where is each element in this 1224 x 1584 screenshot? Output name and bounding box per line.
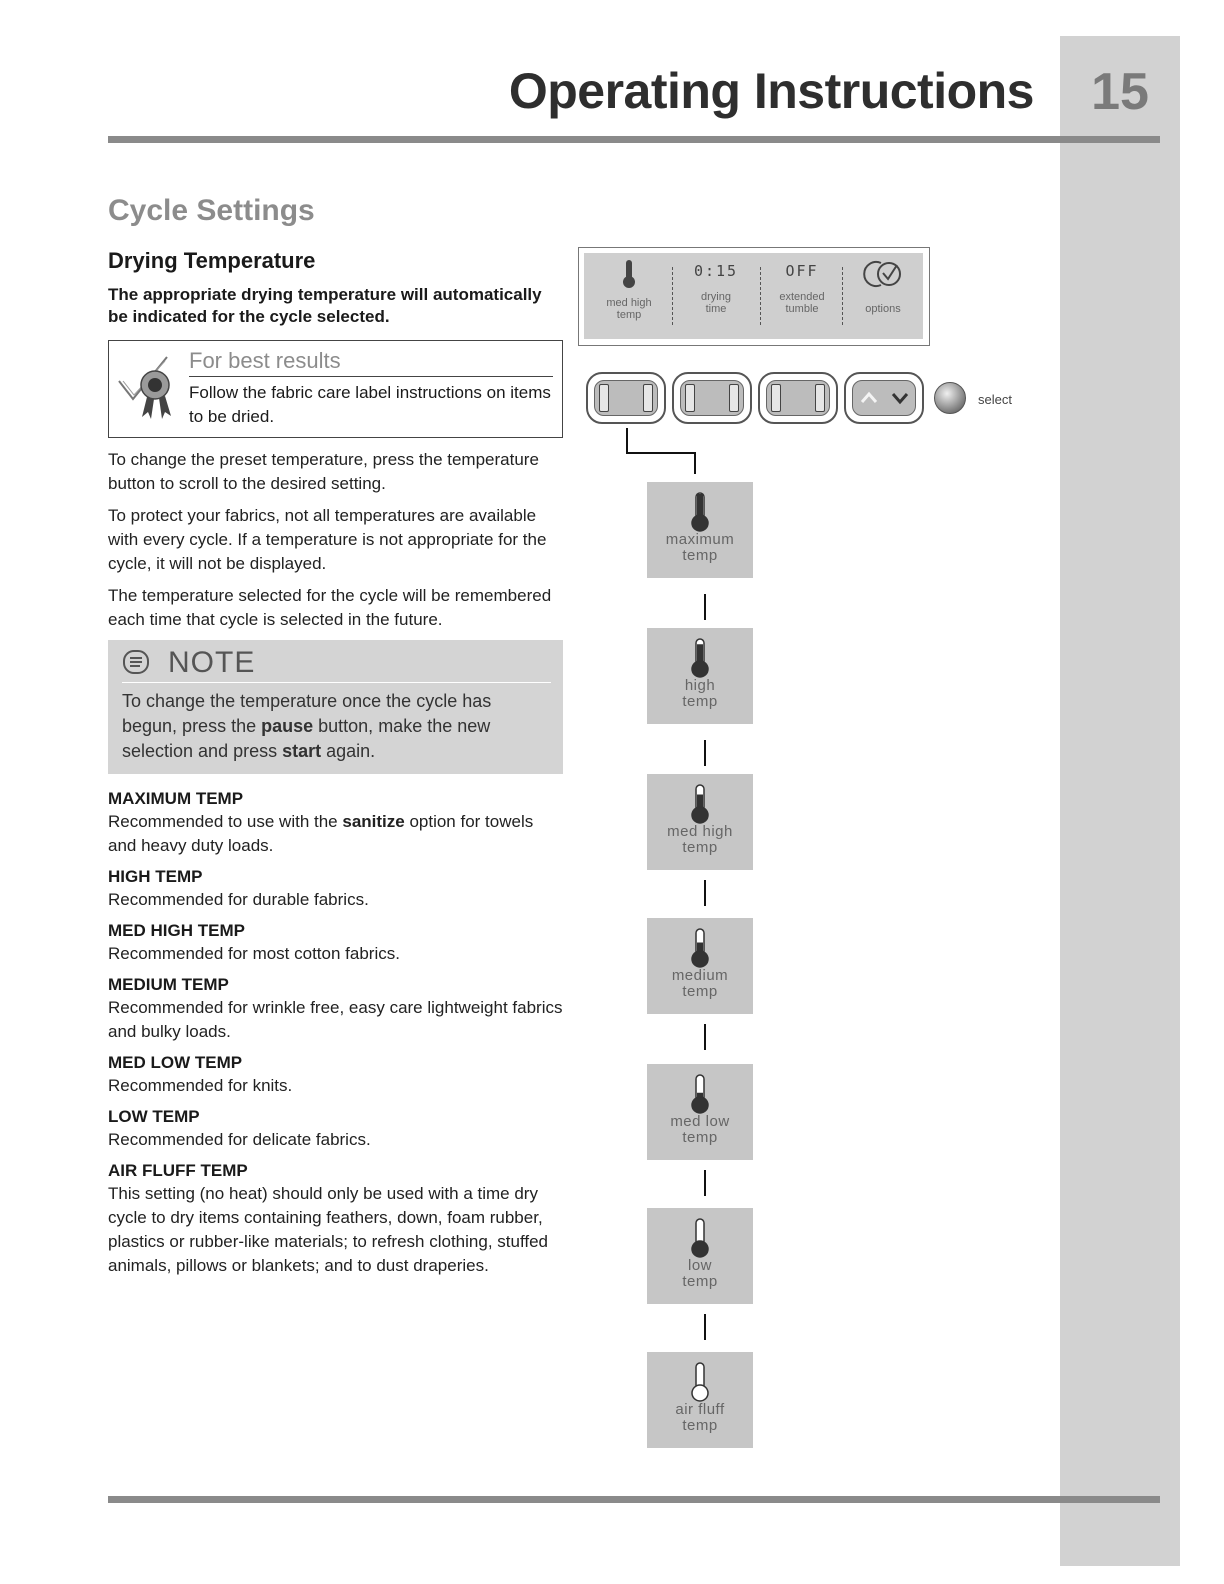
note-box bbox=[108, 640, 563, 774]
control-display bbox=[578, 247, 930, 346]
left-column bbox=[108, 248, 563, 1286]
drying-time-value: 0:15 bbox=[693, 262, 739, 280]
thermometer-icon bbox=[621, 259, 637, 289]
section-title: Cycle Settings bbox=[108, 194, 315, 227]
page-number: 15 bbox=[1091, 63, 1149, 121]
temp-desc: This setting (no heat) should only be used with a time dry cycle to dry items containing feathers, down, foam rubber, plastics or rubber-like materials; to refresh clothing, stuffed animals, pillows or blankets; and to dust draperies. bbox=[108, 1184, 548, 1275]
temp-description-item bbox=[108, 1052, 563, 1098]
temp-description-item bbox=[108, 1106, 563, 1152]
best-results-box bbox=[108, 340, 563, 438]
temp-name: HIGH TEMP bbox=[108, 867, 203, 886]
temp-desc: Recommended for most cotton fabrics. bbox=[108, 944, 400, 963]
temp-tile: maximum temp bbox=[647, 482, 753, 578]
subheading: Drying Temperature bbox=[108, 248, 316, 273]
temp-name: MAXIMUM TEMP bbox=[108, 789, 244, 808]
thermometer-icon bbox=[689, 784, 711, 824]
temp-name: MED HIGH TEMP bbox=[108, 921, 245, 940]
temp-description-item bbox=[108, 974, 563, 1044]
thermometer-icon bbox=[689, 638, 711, 678]
temp-tile: med high temp bbox=[647, 774, 753, 870]
temp-name: LOW TEMP bbox=[108, 1107, 200, 1126]
top-rule bbox=[108, 136, 1160, 143]
select-button[interactable] bbox=[934, 382, 966, 414]
chevron-up-icon bbox=[860, 390, 878, 406]
best-results-title: For best results bbox=[189, 348, 553, 377]
thermometer-icon bbox=[689, 928, 711, 968]
start-keyword: start bbox=[282, 741, 322, 761]
display-tumble-cell: OFF extended tumble bbox=[764, 259, 840, 333]
thermometer-icon bbox=[689, 1218, 711, 1258]
temp-desc: Recommended for delicate fabrics. bbox=[108, 1130, 371, 1149]
note-text: To change the temperature once the cycle has begun, press the pause button, make the new selection and press start again. bbox=[122, 691, 492, 761]
temp-name: MEDIUM TEMP bbox=[108, 975, 229, 994]
award-ribbon-icon bbox=[115, 351, 183, 427]
note-title: NOTE bbox=[168, 646, 256, 679]
intro-text: The appropriate drying temperature will automatically be indicated for the cycle selected. bbox=[108, 285, 542, 326]
temperature-button[interactable] bbox=[586, 372, 666, 424]
temp-description-item bbox=[108, 788, 563, 858]
paragraph: The temperature selected for the cycle will be remembered each time that cycle is selected in the future. bbox=[108, 586, 552, 629]
best-results-text: Follow the fabric care label instructions on items to be dried. bbox=[189, 383, 551, 426]
page-title: Operating Instructions bbox=[508, 63, 1034, 119]
temp-name: AIR FLUFF TEMP bbox=[108, 1161, 248, 1180]
temp-tile: medium temp bbox=[647, 918, 753, 1014]
temp-tile: high temp bbox=[647, 628, 753, 724]
extended-tumble-button[interactable] bbox=[758, 372, 838, 424]
connector-line bbox=[626, 452, 696, 454]
drying-time-button[interactable] bbox=[672, 372, 752, 424]
connector-line bbox=[694, 452, 696, 474]
connector-line bbox=[626, 428, 628, 452]
options-check-icon bbox=[859, 259, 907, 289]
temp-desc: Recommended for durable fabrics. bbox=[108, 890, 369, 909]
sanitize-keyword: sanitize bbox=[342, 812, 405, 831]
note-icon bbox=[122, 649, 150, 677]
extended-tumble-value: OFF bbox=[785, 262, 819, 280]
note-header bbox=[122, 646, 551, 683]
thermometer-icon bbox=[689, 1362, 711, 1402]
temp-description-item bbox=[108, 866, 563, 912]
temp-tile: air fluff temp bbox=[647, 1352, 753, 1448]
temp-desc: Recommended for wrinkle free, easy care lightweight fabrics and bulky loads. bbox=[108, 998, 563, 1041]
display-temp-cell: med high temp bbox=[588, 259, 670, 333]
display-time-cell: 0:15 drying time bbox=[676, 259, 756, 333]
display-screen bbox=[584, 253, 923, 339]
options-scroll-button[interactable] bbox=[844, 372, 924, 424]
temp-tile: low temp bbox=[647, 1208, 753, 1304]
select-label: select bbox=[978, 392, 1012, 407]
thermometer-icon bbox=[689, 1074, 711, 1114]
chevron-down-icon bbox=[891, 390, 909, 406]
paragraph: To change the preset temperature, press the temperature button to scroll to the desired setting. bbox=[108, 450, 539, 493]
temp-tile: med low temp bbox=[647, 1064, 753, 1160]
pause-keyword: pause bbox=[261, 716, 314, 736]
temp-name: MED LOW TEMP bbox=[108, 1053, 243, 1072]
temp-desc: Recommended for knits. bbox=[108, 1076, 293, 1095]
temp-desc: Recommended to use with the sanitize option for towels and heavy duty loads. bbox=[108, 812, 534, 855]
side-strip bbox=[1060, 36, 1180, 1566]
temp-description-item bbox=[108, 1160, 563, 1278]
paragraph: To protect your fabrics, not all temperatures are available with every cycle. If a temperature is not appropriate for the cycle, it will not be displayed. bbox=[108, 506, 547, 573]
thermometer-icon bbox=[689, 492, 711, 532]
temp-description-item bbox=[108, 920, 563, 966]
display-options-cell: options bbox=[846, 259, 920, 333]
bottom-rule bbox=[108, 1496, 1160, 1503]
